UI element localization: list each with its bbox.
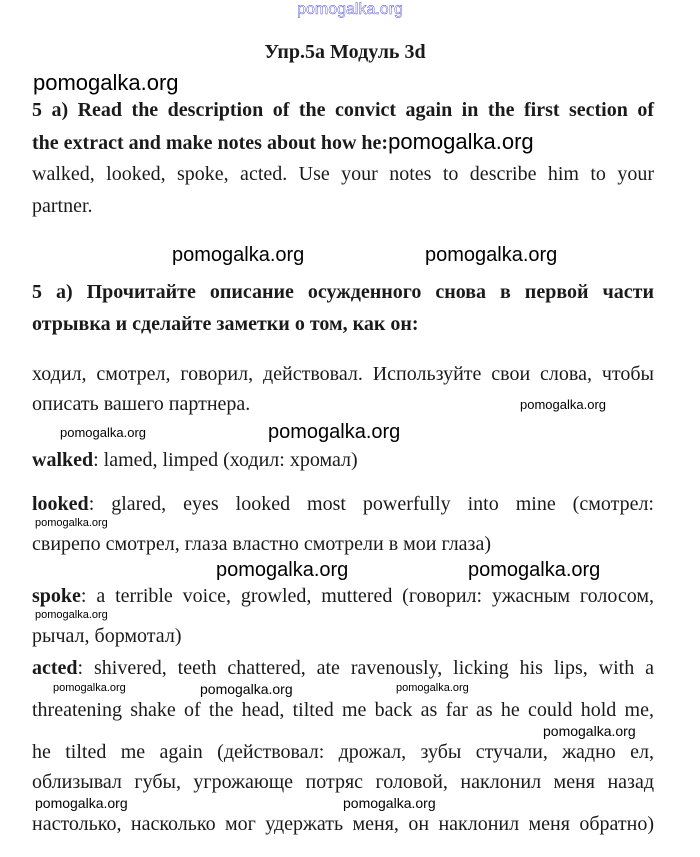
answer-term: walked — [32, 449, 94, 471]
answer-text: рычал, бормотал) — [32, 625, 182, 647]
answer-term: acted — [32, 657, 78, 679]
watermark: pomogalka.org — [200, 681, 293, 697]
watermark: pomogalka.org — [35, 795, 128, 811]
task-ru-line: 5 а) Прочитайте описание осужденного снова в первой части — [32, 281, 654, 303]
answer-spoke — [32, 584, 654, 608]
watermark: pomogalka.org — [468, 559, 601, 581]
watermark: pomogalka.org — [543, 723, 636, 739]
answer-text: настолько, насколько мог удержать меня, он наклонил меня обратно) — [32, 813, 654, 835]
watermark: pomogalka.org — [216, 559, 349, 581]
answer-text: he tilted me again (действовал: дрожал, зубы стучали, жадно ел, — [32, 741, 654, 763]
answer-text: облизывал губы, угрожающе потряс головой, наклонил меня назад — [32, 771, 654, 793]
watermark: pomogalka.org — [53, 682, 126, 694]
answer-looked — [32, 492, 654, 516]
task-en-line: 5 a) Read the description of the convict again in the first section of — [32, 99, 654, 121]
watermark: pomogalka.org — [425, 244, 558, 266]
watermark: pomogalka.org — [35, 609, 108, 621]
task-en-line: partner. — [32, 195, 93, 217]
task-ru-line: ходил, смотрел, говорил, действовал. Используйте свои слова, чтобы — [32, 363, 654, 385]
watermark: pomogalka.org — [520, 397, 606, 412]
answer-walked — [32, 448, 358, 472]
watermark: pomogalka.org — [172, 244, 305, 266]
watermark: pomogalka.org — [343, 795, 436, 811]
task-en-line-text: the extract and make notes about how he: — [32, 132, 389, 154]
answer-text: threatening shake of the head, tilted me back as far as he could hold me, — [32, 699, 654, 721]
watermark: pomogalka.org — [35, 517, 108, 529]
watermark: pomogalka.org — [60, 425, 146, 440]
answer-term: looked — [32, 493, 89, 515]
task-ru-line: отрывка и сделайте заметки о том, как он: — [32, 313, 419, 335]
watermark: pomogalka.org — [396, 682, 469, 694]
task-ru-line: описать вашего партнера. — [32, 393, 251, 415]
answer-text: : glared, eyes looked most powerfully into mine (смотрел: — [88, 493, 654, 515]
watermark: pomogalka.org — [388, 129, 534, 154]
task-en-line: walked, looked, spoke, acted. Use your notes to describe him to your — [32, 163, 654, 185]
answer-text: свирепо смотрел, глаза властно смотрели в мои глаза) — [32, 533, 491, 555]
answer-text: : lamed, limped (ходил: хромал) — [93, 449, 358, 471]
answer-text: : a terrible voice, growled, muttered (говорил: ужасным голосом, — [80, 585, 654, 607]
answer-text: : shivered, teeth chattered, ate ravenously, licking his lips, with a — [77, 657, 654, 679]
answer-term: spoke — [32, 585, 81, 607]
page-title: Упр.5а Модуль 3d — [264, 41, 426, 63]
task-en-line — [32, 130, 534, 154]
watermark-top: pomogalka.org — [297, 1, 403, 18]
answer-acted — [32, 656, 654, 680]
watermark: pomogalka.org — [268, 421, 401, 443]
watermark: pomogalka.org — [33, 70, 179, 95]
